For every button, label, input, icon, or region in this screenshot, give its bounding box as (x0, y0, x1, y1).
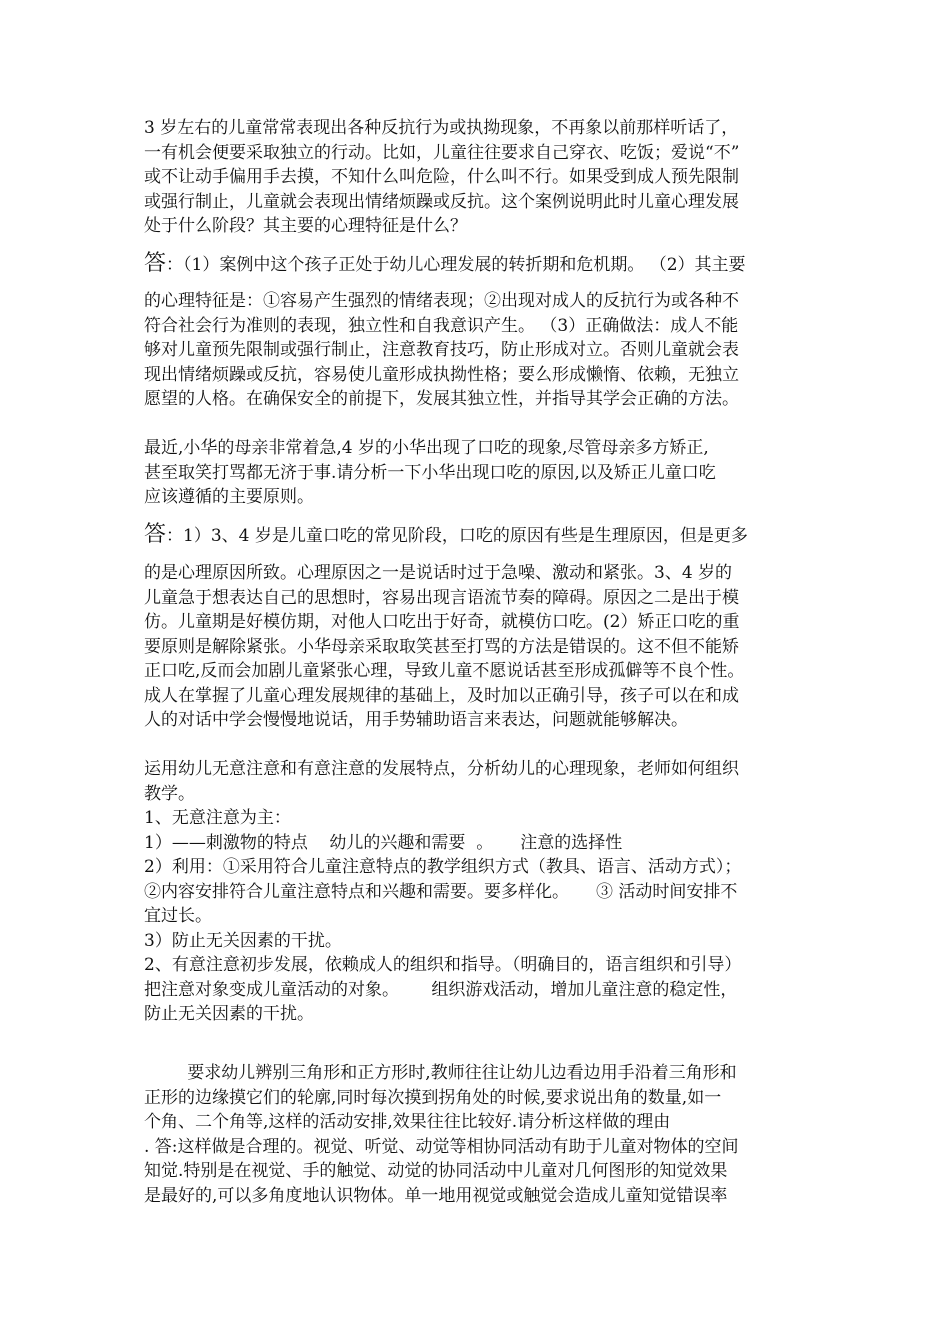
question-3-line: 1、无意注意为主： (144, 808, 291, 828)
question-2-line: 甚至取笑打骂都无济于事.请分析一下小华出现口吃的原因,以及矫正儿童口吃 (144, 462, 716, 483)
answer-2-line: 儿童急于想表达自己的思想时，容易出现言语流节奏的障碍。原因之二是出于模 (144, 587, 739, 608)
answer-2-line: 人的对话中学会慢慢地说话，用手势辅助语言来表达，问题就能够解决。 (144, 710, 688, 730)
question-1-line: 一有机会便要采取独立的行动。比如，儿童往往要求自己穿衣、吃饭；爱说“不” (144, 142, 740, 163)
question-2-line: 应该遵循的主要原则。 (144, 487, 314, 507)
question-1 (144, 116, 809, 239)
question-4-line: . 答:这样做是合理的。视觉、听觉、动觉等相协同活动有助于儿童对物体的空间 (144, 1136, 739, 1157)
question-3-line: 宜过长。 (144, 906, 212, 926)
answer-2-body (144, 561, 809, 733)
question-1-line: 或不让动手偏用手去摸，不知什么叫危险，什么叫不行。如果受到成人预先限制 (144, 167, 739, 187)
question-3-line: 防止无关因素的干扰。 (144, 1004, 314, 1024)
question-3-line: 把注意对象变成儿童活动的对象。 组织游戏活动，增加儿童注意的稳定性， (144, 979, 738, 1000)
question-3-line: 3）防止无关因素的干扰。 (144, 930, 342, 951)
answer-2-label: 答 (144, 522, 167, 547)
answer-2-line: 仿。儿童期是好模仿期，对他人口吃出于好奇，就模仿口吃。(2）矫正口吃的重 (144, 612, 740, 632)
question-4-line: 正形的边缘摸它们的轮廓,同时每次摸到拐角处的时候,要求说出角的数量,如一 (144, 1087, 722, 1108)
question-3-line: 教学。 (144, 783, 195, 804)
question-3-line: 2）利用：①采用符合儿童注意特点的教学组织方式（教具、语言、活动方式）； (144, 857, 742, 877)
answer-1-line: 愿望的人格。在确保安全的前提下，发展其独立性，并指导其学会正确的方法。 (144, 389, 739, 409)
answer-2-line: 的是心理原因所致。心理原因之一是说话时过于急噪、激动和紧张。3、4 岁的 (144, 563, 733, 583)
question-4-line: 个角、二个角等,这样的活动安排,效果往往比较好.请分析这样做的理由 (144, 1112, 671, 1132)
question-4 (144, 1061, 809, 1208)
answer-2-first-text: ：1）3、4 岁是儿童口吃的常见阶段，口吃的原因有些是生理原因，但是更多 (166, 526, 748, 546)
answer-1-line: 现出情绪烦躁或反抗，容易使儿童形成执拗性格；要么形成懒惰、依赖，无独立 (144, 364, 739, 385)
answer-2-line: 成人在掌握了儿童心理发展规律的基础上，及时加以正确引导，孩子可以在和成 (144, 685, 739, 706)
answer-2-line: 要原则是解除紧张。小华母亲采取取笑甚至打骂的方法是错误的。这不但不能矫 (144, 636, 739, 657)
question-1-line: 3 岁左右的儿童常常表现出各种反抗行为或执拗现象，不再象以前那样听话了， (144, 118, 739, 138)
answer-1-line: 符合社会行为准则的表现，独立性和自我意识产生。 （3）正确做法：成人不能 (144, 315, 739, 336)
question-3-line: ②内容安排符合儿童注意特点和兴趣和需要。要多样化。 ③ 活动时间安排不 (144, 881, 738, 902)
question-4-line: 要求幼儿辨别三角形和正方形时,教师往往让幼儿边看边用手沿着三角形和 (144, 1063, 737, 1083)
question-3-line: 2、有意注意初步发展，依赖成人的组织和指导。（明确目的，语言组织和引导） (144, 955, 742, 975)
answer-1-line: 够对儿童预先限制或强行制止，注意教育技巧，防止形成对立。否则儿童就会表 (144, 340, 739, 360)
answer-1-body (144, 289, 809, 412)
question-4-line: 知觉.特别是在视觉、手的触觉、动觉的协同活动中儿童对几何图形的知觉效果 (144, 1161, 728, 1181)
question-4-line: 是最好的,可以多角度地认识物体。单一地用视觉或触觉会造成儿童知觉错误率 (144, 1185, 728, 1206)
question-3-line: 1）——刺激物的特点 幼儿的兴趣和需要 。 注意的选择性 (144, 832, 623, 853)
answer-1 (144, 242, 809, 286)
answer-1-line: 的心理特征是：①容易产生强烈的情绪表现；②出现对成人的反抗行为或各种不 (144, 291, 739, 311)
answer-1-first-text: ：（1）案例中这个孩子正处于幼儿心理发展的转折期和危机期。 （2）其主要 (166, 255, 746, 275)
answer-2 (144, 513, 809, 557)
answer-1-first-line (144, 242, 809, 286)
question-2-line: 最近,小华的母亲非常着急,4 岁的小华出现了口吃的现象,尽管母亲多方矫正, (144, 438, 709, 458)
question-2 (144, 436, 809, 510)
question-1-line: 处于什么阶段？其主要的心理特征是什么？ (144, 216, 467, 236)
answer-2-line: 正口吃,反而会加剧儿童紧张心理，导致儿童不愿说话甚至形成孤僻等不良个性。 (144, 661, 745, 681)
answer-1-label: 答 (144, 251, 167, 276)
question-1-line: 或强行制止，儿童就会表现出情绪烦躁或反抗。这个案例说明此时儿童心理发展 (144, 191, 739, 212)
question-3-line: 运用幼儿无意注意和有意注意的发展特点，分析幼儿的心理现象，老师如何组织 (144, 759, 739, 779)
question-3 (144, 757, 809, 1027)
answer-2-first-line (144, 513, 809, 557)
